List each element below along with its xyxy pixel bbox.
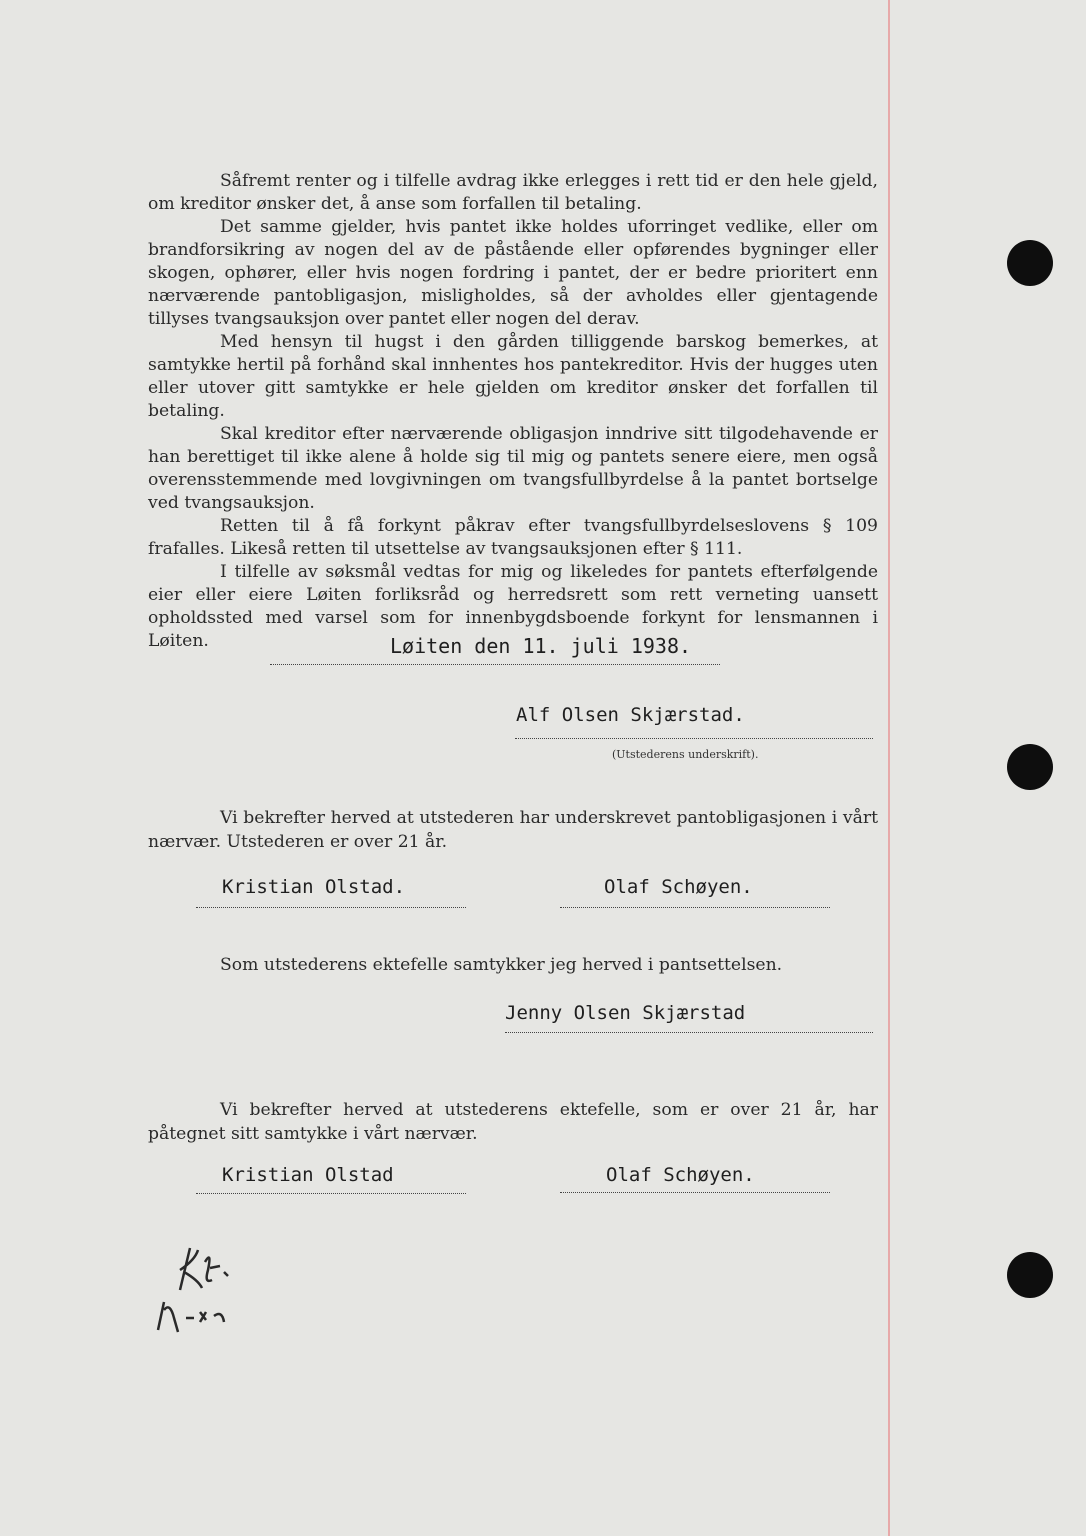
date-dotted-line: [270, 664, 720, 665]
witness-2a-dotted-line: [196, 1193, 466, 1194]
paragraph-waiver: Retten til å få forkynt påkrav efter tvangsfullbyrdelseslovens § 109 frafalles. Likeså retten til utsettelse av tvangsauksjonen efter § 111.: [148, 516, 878, 559]
punch-hole-icon: [1007, 240, 1053, 286]
paragraph-logging: Med hensyn til hugst i den gården tilliggende barskog bemerkes, at samtykke hertil på forhånd skal innhentes hos pantekreditor. Hvis der hugges uten eller utover gitt samtykke er hele gjelden om kreditor ønsker det forfallen til betaling.: [148, 332, 878, 421]
paragraph-enforcement: Skal kreditor efter nærværende obligasjon inndrive sitt tilgodehavende er han berettiget til ikke alene å holde sig til mig og pantets senere eiere, men også overensstemmende med lovgivningen om tvangsfullbyrdelse å la pantet bortselge ved tvangsauksjon.: [148, 424, 878, 513]
paragraph-maintenance: Det samme gjelder, hvis pantet ikke holdes uforringet vedlike, eller om brandforsikring av nogen del av de påstående eller opførendes bygninger eller skogen, ophører, eller hvis nogen fordring i pantet, der er bedre prioritert enn nærværende pantobligasjon, misligholdes, så der avholdes eller gjentagende tillyses tvangsauksjon over pantet eller nogen del derav.: [148, 217, 878, 329]
issuer-caption: (Utstederens underskrift).: [612, 748, 759, 761]
witness-1a-dotted-line: [196, 907, 466, 908]
issuer-dotted-line: [515, 738, 873, 739]
witness-1b-signature: Olaf Schøyen.: [604, 876, 753, 898]
red-margin-line: [888, 0, 890, 1536]
punch-hole-icon: [1007, 1252, 1053, 1298]
spouse-signature: Jenny Olsen Skjærstad: [505, 1002, 746, 1024]
spouse-consent: Som utstederens ektefelle samtykker jeg herved i pantsettelsen.: [220, 955, 783, 975]
handwritten-initials-icon: [150, 1240, 250, 1340]
witness-statement-1: Vi bekrefter herved at utstederen har underskrevet pantobligasjonen i vårt nærvær. Utstederen er over 21 år.: [148, 808, 878, 852]
spouse-dotted-line: [505, 1032, 873, 1033]
paragraph-default: Såfremt renter og i tilfelle avdrag ikke erlegges i rett tid er den hele gjeld, om kreditor ønsker det, å anse som forfallen til betaling.: [148, 171, 878, 214]
place-date: Løiten den 11. juli 1938.: [390, 634, 692, 658]
witness-statement-2: Vi bekrefter herved at utstederens ektefelle, som er over 21 år, har påtegnet sitt samtykke i vårt nærvær.: [148, 1100, 878, 1144]
issuer-signature: Alf Olsen Skjærstad.: [516, 704, 745, 726]
witness-2a-signature: Kristian Olstad: [222, 1164, 394, 1186]
witness-2b-dotted-line: [560, 1192, 830, 1193]
body-text: [148, 170, 878, 653]
witness-2b-signature: Olaf Schøyen.: [606, 1164, 755, 1186]
witness-1a-signature: Kristian Olstad.: [222, 876, 406, 898]
punch-hole-icon: [1007, 744, 1053, 790]
paragraph-venue: I tilfelle av søksmål vedtas for mig og likeledes for pantets efterfølgende eier eller eiere Løiten forliksråd og herredsrett som rett verneting uansett opholdssted med varsel som for innenbygdsboende forkynt for lensmannen i Løiten.: [148, 562, 878, 651]
witness-1b-dotted-line: [560, 907, 830, 908]
